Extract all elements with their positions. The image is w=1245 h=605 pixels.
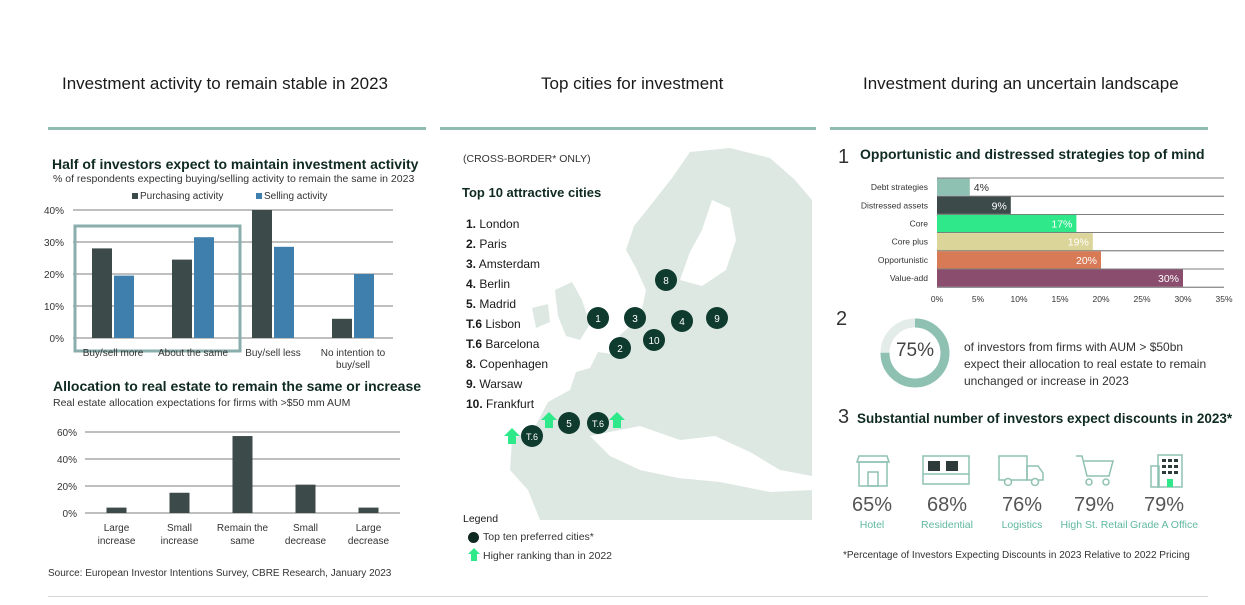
category-label: Distressed assets bbox=[860, 200, 928, 211]
city-item: T.6 Lisbon bbox=[466, 317, 521, 331]
y-tick-label: 40% bbox=[43, 206, 64, 217]
city-item: 9. Warsaw bbox=[466, 377, 523, 391]
chart1-subtitle: % of respondents expecting buying/selling activity to remain the same in 2023 bbox=[53, 173, 415, 185]
bar bbox=[114, 276, 134, 338]
up-arrow-icon bbox=[609, 412, 625, 428]
retail-value: 79% bbox=[1073, 494, 1115, 516]
city-marker bbox=[521, 425, 543, 447]
city-item: 4. Berlin bbox=[466, 277, 511, 291]
bottom-rule bbox=[48, 596, 1208, 597]
x-tick-label: 35% bbox=[1215, 294, 1233, 305]
logistics-label: Logistics bbox=[1001, 519, 1043, 531]
city-item: 10. Frankfurt bbox=[466, 397, 535, 411]
discounts-footnote: *Percentage of Investors Expecting Discounts in 2023 Relative to 2022 Pricing bbox=[843, 550, 1190, 561]
city-item: T.6 Barcelona bbox=[466, 337, 540, 351]
retail-label: High St. Retail bbox=[1060, 519, 1128, 531]
category-label: Core plus bbox=[891, 236, 928, 247]
city-marker bbox=[587, 412, 609, 434]
x-tick-label: increase bbox=[160, 536, 199, 547]
y-tick-label: 30% bbox=[43, 238, 64, 249]
x-tick-label: 20% bbox=[1092, 294, 1110, 305]
x-tick-label: No intention to bbox=[320, 348, 386, 359]
legend-swatch bbox=[132, 193, 138, 199]
y-tick-label: 0% bbox=[62, 509, 77, 520]
svg-text:T.6: T.6 bbox=[525, 432, 539, 442]
legend-arrow-icon bbox=[468, 548, 480, 562]
city-marker bbox=[671, 310, 693, 332]
bar bbox=[296, 485, 316, 513]
city-markers-layer bbox=[440, 260, 816, 460]
x-tick-label: same bbox=[230, 536, 255, 547]
value-label: 20% bbox=[1075, 254, 1097, 267]
source-note: Source: European Investor Intentions Survey, CBRE Research, January 2023 bbox=[48, 568, 392, 579]
svg-text:1: 1 bbox=[595, 314, 601, 325]
city-item: 2. Paris bbox=[466, 237, 507, 251]
section-2-number: 2 bbox=[836, 308, 848, 330]
legend-title: Legend bbox=[463, 513, 499, 525]
middle-title-rule bbox=[440, 127, 816, 130]
legend-label: Purchasing activity bbox=[140, 191, 224, 202]
cross-border-note: (CROSS-BORDER* ONLY) bbox=[463, 153, 591, 165]
section-3-title: Substantial number of investors expect discounts in 2023* bbox=[857, 411, 1233, 426]
city-marker bbox=[643, 329, 665, 351]
bar bbox=[107, 508, 127, 513]
section-1-number: 1 bbox=[838, 146, 850, 168]
x-tick-label: decrease bbox=[284, 536, 327, 547]
category-label: Core bbox=[909, 218, 928, 229]
left-column-title: Investment activity to remain stable in 2023 bbox=[62, 74, 388, 93]
x-tick-label: 10% bbox=[1010, 294, 1028, 305]
svg-text:9: 9 bbox=[714, 314, 720, 325]
x-tick-label: Remain the bbox=[216, 523, 269, 534]
legend-label: Selling activity bbox=[264, 191, 328, 202]
x-tick-label: 15% bbox=[1051, 294, 1069, 305]
donut-value: 75% bbox=[895, 340, 935, 361]
x-tick-label: decrease bbox=[347, 536, 390, 547]
bar bbox=[252, 210, 272, 338]
residential-value: 68% bbox=[926, 494, 968, 516]
bar bbox=[359, 508, 379, 513]
section-2-text: of investors from firms with AUM > $50bn expect their allocation to real estate to remain unchanged or increase in 2023 bbox=[964, 340, 1207, 388]
cities-list-title: Top 10 attractive cities bbox=[462, 185, 602, 200]
category-label: Opportunistic bbox=[877, 254, 928, 265]
x-tick-label: Small bbox=[292, 523, 319, 534]
bar bbox=[937, 270, 1183, 287]
city-item: 8. Copenhagen bbox=[466, 357, 549, 371]
y-tick-label: 20% bbox=[43, 270, 64, 281]
x-tick-label: 25% bbox=[1133, 294, 1151, 305]
section-3-number: 3 bbox=[838, 406, 850, 428]
x-tick-label: buy/sell bbox=[336, 360, 370, 371]
shopping-cart-icon bbox=[1073, 452, 1115, 488]
city-marker bbox=[587, 307, 609, 329]
chart1-svg bbox=[30, 186, 430, 376]
bar bbox=[194, 237, 214, 338]
chart2-svg bbox=[30, 420, 430, 555]
x-tick-label: Large bbox=[103, 523, 130, 534]
chart2-title: Allocation to real estate to remain the same or increase bbox=[53, 378, 422, 394]
left-title-rule bbox=[48, 127, 426, 130]
residential-icon bbox=[920, 452, 972, 488]
chart1-legend bbox=[132, 191, 327, 202]
city-marker bbox=[655, 269, 677, 291]
bar bbox=[354, 274, 374, 338]
legend-item-top-ten: Top ten preferred cities* bbox=[483, 531, 594, 543]
hotel-icon bbox=[855, 452, 891, 488]
city-item: 3. Amsterdam bbox=[466, 257, 541, 271]
office-building-icon bbox=[1148, 452, 1188, 488]
x-tick-label: About the same bbox=[157, 348, 229, 359]
hotel-value: 65% bbox=[851, 494, 893, 516]
x-tick-label: Small bbox=[166, 523, 193, 534]
svg-text:3: 3 bbox=[632, 314, 638, 325]
svg-text:2: 2 bbox=[617, 344, 623, 355]
value-label: 30% bbox=[1157, 273, 1179, 286]
y-tick-label: 20% bbox=[56, 482, 77, 493]
y-tick-label: 40% bbox=[56, 455, 77, 466]
svg-text:8: 8 bbox=[663, 276, 669, 287]
svg-text:4: 4 bbox=[679, 317, 685, 328]
chart2-subtitle: Real estate allocation expectations for firms with >$50 mm AUM bbox=[53, 397, 351, 409]
office-value: 79% bbox=[1143, 494, 1185, 516]
svg-text:5: 5 bbox=[566, 419, 572, 430]
svg-text:T.6: T.6 bbox=[591, 419, 605, 429]
city-marker bbox=[609, 337, 631, 359]
hotel-label: Hotel bbox=[859, 519, 885, 531]
bar bbox=[332, 319, 352, 338]
city-marker bbox=[558, 412, 580, 434]
legend-swatch bbox=[256, 193, 262, 199]
bar bbox=[274, 247, 294, 338]
bar bbox=[170, 493, 190, 513]
category-label: Value-add bbox=[889, 273, 928, 284]
middle-column-title: Top cities for investment bbox=[541, 74, 724, 93]
residential-label: Residential bbox=[921, 519, 973, 531]
logistics-value: 76% bbox=[1001, 494, 1043, 516]
office-label: Grade A Office bbox=[1129, 519, 1199, 531]
x-tick-label: increase bbox=[97, 536, 136, 547]
legend-item-higher-ranking: Higher ranking than in 2022 bbox=[483, 550, 613, 562]
y-tick-label: 10% bbox=[43, 302, 64, 313]
y-tick-label: 60% bbox=[56, 428, 77, 439]
x-tick-label: 0% bbox=[930, 294, 944, 305]
right-column-title: Investment during an uncertain landscape bbox=[863, 74, 1179, 93]
bar bbox=[172, 260, 192, 338]
x-tick-label: Buy/sell more bbox=[82, 348, 144, 359]
chart1-title: Half of investors expect to maintain investment activity bbox=[52, 156, 419, 172]
value-label: 19% bbox=[1067, 236, 1089, 249]
legend-marker-icon bbox=[468, 532, 479, 543]
x-tick-label: Buy/sell less bbox=[245, 348, 301, 359]
right-title-rule bbox=[830, 127, 1208, 130]
city-marker bbox=[624, 307, 646, 329]
category-label: Debt strategies bbox=[870, 182, 928, 193]
value-label: 17% bbox=[1051, 218, 1073, 231]
city-item: 1. London bbox=[466, 217, 520, 231]
value-label: 4% bbox=[973, 182, 989, 195]
city-item: 5. Madrid bbox=[466, 297, 517, 311]
bar bbox=[937, 179, 970, 196]
y-tick-label: 0% bbox=[49, 334, 64, 345]
x-tick-label: 5% bbox=[971, 294, 985, 305]
city-marker bbox=[706, 307, 728, 329]
value-label: 9% bbox=[991, 200, 1007, 213]
svg-text:10: 10 bbox=[648, 336, 660, 347]
x-tick-label: Large bbox=[355, 523, 382, 534]
up-arrow-icon bbox=[541, 412, 557, 428]
logistics-truck-icon bbox=[996, 452, 1046, 488]
bar bbox=[92, 248, 112, 338]
x-tick-label: 30% bbox=[1174, 294, 1192, 305]
strategies-chart-svg bbox=[830, 170, 1235, 310]
up-arrow-icon bbox=[504, 428, 520, 444]
bar bbox=[233, 436, 253, 513]
section-1-title: Opportunistic and distressed strategies top of mind bbox=[860, 146, 1205, 162]
